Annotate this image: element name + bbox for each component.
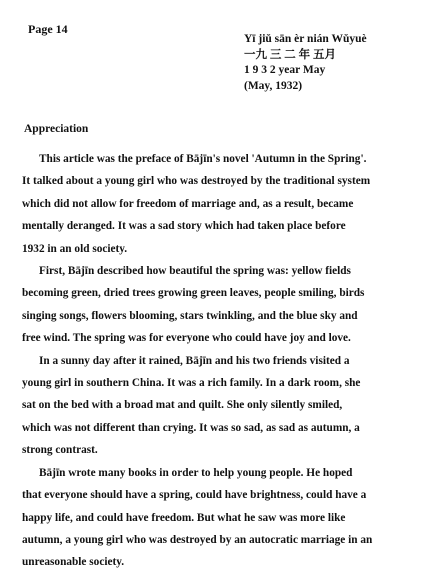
- text-line: 1932 in an old society.: [22, 242, 128, 255]
- section-heading: Appreciation: [24, 123, 89, 135]
- text-line: singing songs, flowers blooming, stars twinkling, and the blue sky and: [22, 309, 358, 322]
- text-line: that everyone should have a spring, could have brightness, could have a: [22, 489, 367, 502]
- paragraph: [22, 462, 414, 574]
- text-line: It talked about a young girl who was destroyed by the traditional system: [22, 175, 371, 188]
- paragraph: [22, 148, 414, 260]
- date-pinyin: Yī jiǔ sān èr nián Wǔyuè: [244, 33, 367, 45]
- page-label: Page 14: [28, 22, 68, 36]
- text-line: This article was the preface of Bājīn's novel 'Autumn in the Spring'.: [39, 153, 367, 165]
- text-line: happy life, and could have freedom. But what he saw was more like: [22, 511, 346, 524]
- date-block: [244, 32, 367, 94]
- date-chinese: 一九 三 二 年 五月: [244, 48, 336, 61]
- text-line: which was not different than crying. It was so sad, as sad as autumn, a: [22, 421, 360, 434]
- text-line: unreasonable society.: [22, 556, 125, 569]
- paragraph: [22, 350, 414, 462]
- date-parenthetical: (May, 1932): [244, 79, 303, 92]
- text-line: Bājīn wrote many books in order to help young people. He hoped: [39, 466, 353, 479]
- paragraph: [22, 260, 414, 350]
- text-line: autumn, a young girl who was destroyed by an autocratic marriage in an: [22, 533, 373, 546]
- document-body: [22, 148, 414, 574]
- text-line: In a sunny day after it rained, Bājīn and his two friends visited a: [39, 354, 350, 367]
- text-line: becoming green, dried trees growing green leaves, people smiling, birds: [22, 287, 365, 300]
- text-line: free wind. The spring was for everyone who could have joy and love.: [22, 332, 351, 345]
- text-line: strong contrast.: [22, 444, 98, 457]
- text-line: which did not allow for freedom of marriage and, as a result, became: [22, 197, 354, 210]
- date-english: 1 9 3 2 year May: [244, 64, 326, 76]
- text-line: sat on the bed with a broad mat and quilt. She only silently smiled,: [22, 399, 343, 412]
- text-line: young girl in southern China. It was a rich family. In a dark room, she: [22, 377, 361, 390]
- text-line: mentally deranged. It was a sad story which had taken place before: [22, 220, 346, 233]
- text-line: First, Bājīn described how beautiful the spring was: yellow fields: [39, 265, 351, 278]
